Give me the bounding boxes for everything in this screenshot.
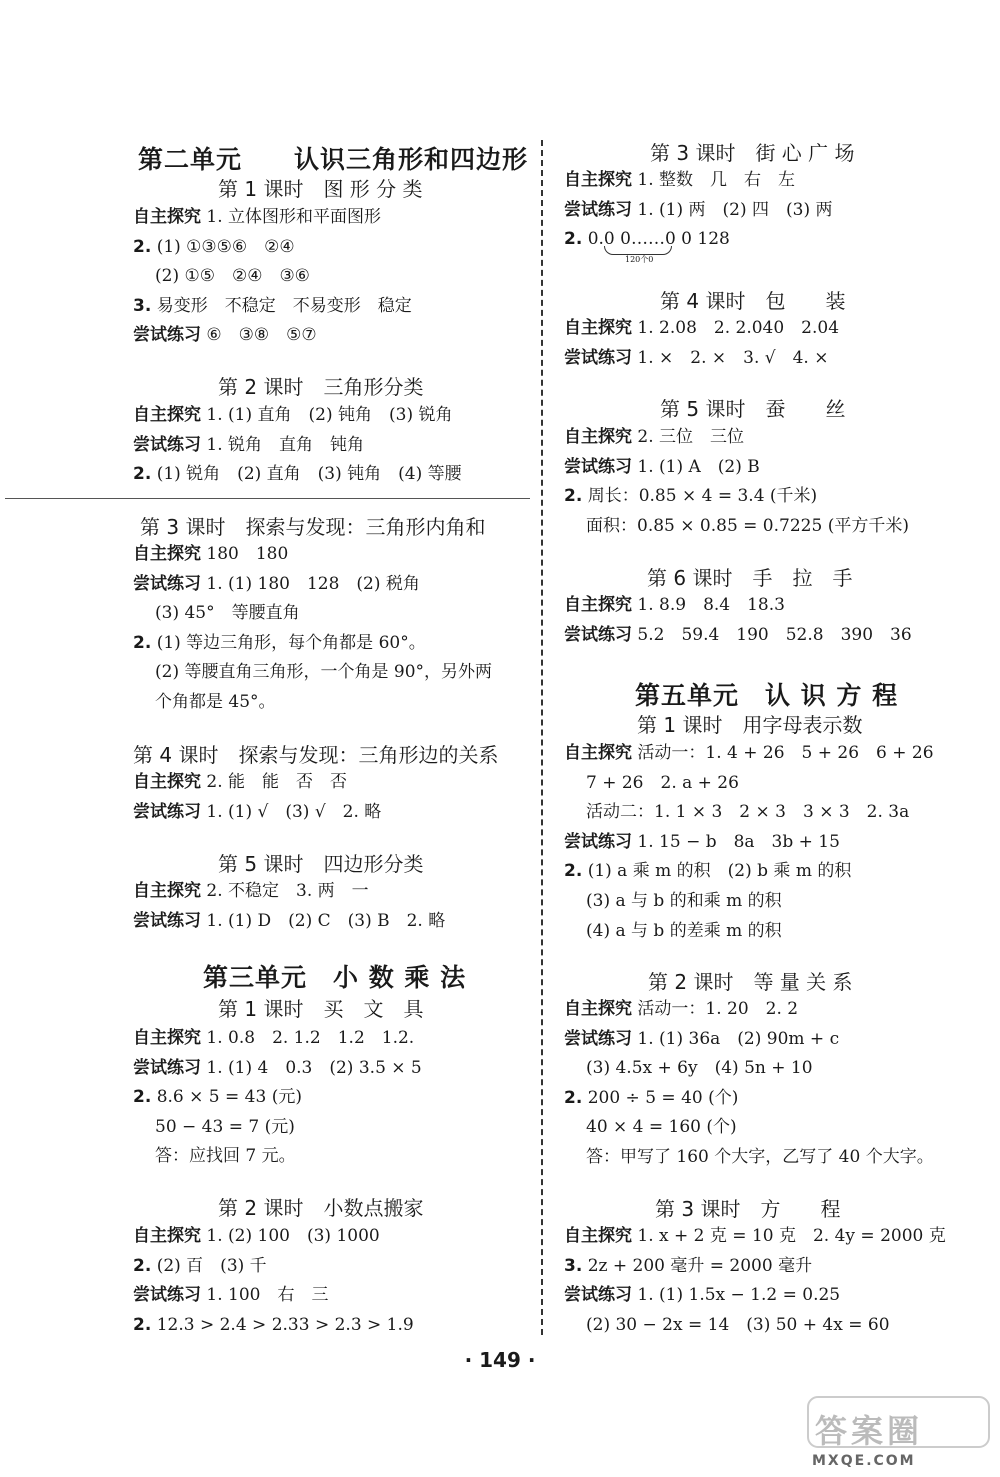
unit-2-title: 第二单元 认识三角形和四边形 bbox=[138, 145, 529, 174]
answer-text: 1. (1) A (2) B bbox=[632, 456, 760, 477]
answer-line bbox=[133, 294, 412, 318]
unit-3-title: 第三单元 小 数 乘 法 bbox=[203, 963, 467, 992]
answer-label: 尝试练习 bbox=[564, 831, 632, 852]
lesson-title: 第 3 课时 方 程 bbox=[655, 1197, 841, 1221]
answer-line bbox=[133, 909, 445, 933]
answer-label: 2. bbox=[564, 1087, 583, 1108]
page-number: · 149 · bbox=[464, 1348, 536, 1372]
answer-label: 尝试练习 bbox=[133, 1285, 201, 1306]
answer-line bbox=[155, 1144, 296, 1168]
answer-line bbox=[586, 514, 909, 538]
answer-text: 1. (1) 4 0.3 (2) 3.5 × 5 bbox=[201, 1057, 422, 1078]
answer-line bbox=[133, 1056, 422, 1080]
answer-line bbox=[133, 631, 426, 655]
unit-5-title: 第五单元 认 识 方 程 bbox=[635, 681, 899, 710]
answer-label: 3. bbox=[564, 1255, 583, 1276]
answer-line bbox=[564, 593, 785, 617]
answer-line bbox=[564, 1086, 738, 1110]
answer-text: 5.2 59.4 190 52.8 390 36 bbox=[632, 624, 912, 645]
answer-text: 个角都是 45°。 bbox=[155, 692, 276, 712]
answer-line bbox=[133, 1283, 328, 1307]
horizontal-rule bbox=[5, 498, 530, 499]
answer-line bbox=[155, 264, 310, 288]
answer-text: 1. x + 2 克 = 10 克 2. 4y = 2000 克 bbox=[632, 1226, 946, 1246]
lesson-title: 第 5 课时 蚕 丝 bbox=[660, 397, 846, 421]
answer-text: (3) 45° 等腰直角 bbox=[155, 603, 300, 624]
answer-label: 2. bbox=[564, 861, 583, 882]
lesson-title: 第 2 课时 小数点搬家 bbox=[218, 1196, 424, 1220]
answer-text: 1. 8.9 8.4 18.3 bbox=[632, 595, 785, 615]
answer-line bbox=[586, 800, 909, 824]
answer-text: (2) 百 (3) 千 bbox=[151, 1255, 267, 1276]
answer-line bbox=[564, 316, 839, 340]
answer-line bbox=[133, 1254, 267, 1278]
answer-line bbox=[155, 601, 300, 625]
answer-text: (2) ①⑤ ②④ ③⑥ bbox=[155, 266, 310, 287]
answer-label: 自主探究 bbox=[564, 999, 632, 1019]
lesson-title: 第 5 课时 四边形分类 bbox=[218, 852, 424, 876]
answer-text: 1. 0.8 2. 1.2 1.2 1.2. bbox=[201, 1028, 415, 1048]
answer-line bbox=[155, 690, 276, 714]
answer-line bbox=[133, 1085, 302, 1109]
answer-text: (3) 4.5x + 6y (4) 5n + 10 bbox=[586, 1058, 813, 1079]
answer-text: 1. 锐角 直角 钝角 bbox=[201, 434, 365, 455]
answer-line bbox=[155, 1115, 295, 1139]
answer-text: (1) a 乘 m 的积 (2) b 乘 m 的积 bbox=[582, 861, 852, 882]
answer-text: 2. 三位 三位 bbox=[632, 427, 745, 447]
answer-line bbox=[133, 323, 317, 347]
answer-line bbox=[133, 205, 381, 229]
answer-line bbox=[564, 859, 851, 883]
answer-line bbox=[133, 433, 364, 457]
answer-line bbox=[564, 484, 817, 508]
answer-label: 自主探究 bbox=[133, 881, 201, 901]
answer-text: 7 + 26 2. a + 26 bbox=[586, 772, 739, 793]
lesson-title: 第 4 课时 包 装 bbox=[660, 289, 846, 313]
answer-text: 1. (1) D (2) C (3) B 2. 略 bbox=[201, 910, 446, 931]
answer-line bbox=[586, 1115, 737, 1139]
lesson-title: 第 1 课时 用字母表示数 bbox=[637, 713, 863, 737]
answer-line bbox=[133, 1313, 414, 1337]
lesson-title: 第 2 课时 三角形分类 bbox=[218, 375, 424, 399]
answer-line bbox=[133, 403, 452, 427]
answer-label: 2. bbox=[133, 1255, 152, 1276]
answer-text: 1. (2) 100 (3) 1000 bbox=[201, 1226, 380, 1246]
answer-label: 尝试练习 bbox=[133, 434, 201, 455]
answer-label: 2. bbox=[133, 236, 152, 257]
answer-line bbox=[564, 1224, 946, 1248]
answer-line bbox=[564, 227, 730, 251]
answer-line bbox=[564, 997, 798, 1021]
lesson-title: 第 3 课时 街 心 广 场 bbox=[650, 141, 855, 165]
answer-text: (2) 30 − 2x = 14 (3) 50 + 4x = 60 bbox=[586, 1314, 890, 1335]
answer-text: 50 − 43 = 7 (元) bbox=[155, 1116, 295, 1137]
lesson-title: 第 2 课时 等 量 关 系 bbox=[648, 970, 853, 994]
lesson-title: 第 1 课时 买 文 具 bbox=[218, 997, 424, 1021]
answer-line bbox=[133, 1026, 414, 1050]
answer-line bbox=[564, 1283, 840, 1307]
answer-text: 2z + 200 毫升 = 2000 毫升 bbox=[582, 1255, 813, 1276]
answer-label: 2. bbox=[133, 632, 152, 653]
answer-text: 活动一：1. 4 + 26 5 + 26 6 + 26 bbox=[632, 743, 934, 763]
answer-text: 易变形 不稳定 不易变形 稳定 bbox=[151, 295, 412, 316]
answer-label: 尝试练习 bbox=[564, 624, 632, 645]
answer-label: 2. bbox=[564, 229, 583, 250]
answer-label: 2. bbox=[133, 1087, 152, 1108]
answer-line bbox=[564, 425, 744, 449]
answer-line bbox=[564, 1254, 812, 1278]
answer-text: 8.6 × 5 = 43 (元) bbox=[151, 1087, 302, 1108]
answer-text: 2. 能 能 否 否 bbox=[201, 772, 348, 792]
watermark-title: 答案圈 bbox=[815, 1412, 924, 1450]
answer-label: 2. bbox=[133, 464, 152, 485]
answer-label: 2. bbox=[133, 1314, 152, 1335]
answer-line bbox=[586, 1056, 813, 1080]
answer-label: 自主探究 bbox=[133, 544, 201, 564]
answer-text: ⑥ ③⑧ ⑤⑦ bbox=[201, 325, 317, 346]
answer-line bbox=[586, 1145, 934, 1169]
answer-text: (1) 等边三角形，每个角都是 60°。 bbox=[151, 632, 426, 653]
answer-line bbox=[133, 542, 288, 566]
answer-text: 1. 100 右 三 bbox=[201, 1285, 329, 1306]
answer-text: 1. (1) 直角 (2) 钝角 (3) 锐角 bbox=[201, 405, 453, 425]
answer-line bbox=[564, 198, 832, 222]
answer-line bbox=[586, 771, 739, 795]
answer-label: 自主探究 bbox=[133, 1028, 201, 1048]
answer-line bbox=[133, 770, 347, 794]
answer-text: 2. 不稳定 3. 两 一 bbox=[201, 881, 369, 901]
answer-line bbox=[564, 623, 912, 647]
answer-text: 200 ÷ 5 = 40 (个) bbox=[582, 1087, 739, 1108]
lesson-title: 第 1 课时 图 形 分 类 bbox=[218, 177, 423, 201]
answer-label: 自主探究 bbox=[564, 318, 632, 338]
answer-text: 1. (1) 1.5x − 1.2 = 0.25 bbox=[632, 1285, 841, 1306]
answer-text: 面积：0.85 × 0.85 = 0.7225 (平方千米) bbox=[586, 515, 909, 536]
answer-line bbox=[133, 1224, 380, 1248]
answer-text: 1. (1) 180 128 (2) 税角 bbox=[201, 573, 420, 594]
answer-text: (3) a 与 b 的和乘 m 的积 bbox=[586, 891, 782, 911]
answer-label: 尝试练习 bbox=[133, 910, 201, 931]
answer-label: 自主探究 bbox=[133, 405, 201, 425]
answer-text: (1) ①③⑤⑥ ②④ bbox=[151, 236, 295, 257]
answer-text: 活动二：1. 1 × 3 2 × 3 3 × 3 2. 3a bbox=[586, 802, 910, 823]
answer-label: 自主探究 bbox=[564, 427, 632, 447]
answer-label: 尝试练习 bbox=[564, 1028, 632, 1049]
answer-text: 周长：0.85 × 4 = 3.4 (千米) bbox=[582, 486, 818, 507]
answer-label: 自主探究 bbox=[133, 772, 201, 792]
answer-line bbox=[133, 800, 381, 824]
answer-label: 自主探究 bbox=[564, 595, 632, 615]
answer-label: 尝试练习 bbox=[564, 1285, 632, 1306]
answer-line bbox=[586, 889, 782, 913]
answer-text: 1. 15 − b 8a 3b + 15 bbox=[632, 831, 840, 852]
answer-line bbox=[564, 1027, 839, 1051]
answer-text: (2) 等腰直角三角形，一个角是 90°，另外两 bbox=[155, 662, 493, 683]
answer-text: 1. 立体图形和平面图形 bbox=[201, 207, 382, 227]
answer-line bbox=[564, 830, 840, 854]
lesson-title: 第 3 课时 探索与发现：三角形内角和 bbox=[140, 515, 486, 539]
answer-text: (1) 锐角 (2) 直角 (3) 钝角 (4) 等腰 bbox=[151, 464, 462, 485]
answer-text: 1. × 2. × 3. √ 4. × bbox=[632, 347, 829, 368]
answer-label: 3. bbox=[133, 295, 152, 316]
answer-label: 自主探究 bbox=[133, 207, 201, 227]
answer-text: (4) a 与 b 的差乘 m 的积 bbox=[586, 920, 782, 941]
answer-text: 答：应找回 7 元。 bbox=[155, 1146, 296, 1167]
answer-line bbox=[155, 660, 492, 684]
answer-label: 尝试练习 bbox=[133, 1057, 201, 1078]
answer-text: 0.0 0……0 0 128 bbox=[582, 229, 730, 250]
answer-text: 40 × 4 = 160 (个) bbox=[586, 1117, 737, 1138]
answer-label: 自主探究 bbox=[564, 1226, 632, 1246]
answer-label: 尝试练习 bbox=[133, 573, 201, 594]
answer-text: 1. (1) 两 (2) 四 (3) 两 bbox=[632, 199, 833, 220]
answer-label: 尝试练习 bbox=[133, 325, 201, 346]
answer-text: 1. 2.08 2. 2.040 2.04 bbox=[632, 318, 840, 338]
brace-label: 120个0 bbox=[625, 255, 654, 264]
answer-line bbox=[564, 741, 934, 765]
answer-label: 尝试练习 bbox=[564, 347, 632, 368]
answer-label: 尝试练习 bbox=[564, 199, 632, 220]
answer-text: 1. (1) 36a (2) 90m + c bbox=[632, 1028, 840, 1049]
answer-line bbox=[564, 168, 795, 192]
answer-line bbox=[133, 462, 462, 486]
watermark-url: MXQE.COM bbox=[812, 1453, 916, 1469]
answer-label: 自主探究 bbox=[133, 1226, 201, 1246]
answer-line bbox=[133, 879, 369, 903]
answer-label: 自主探究 bbox=[564, 743, 632, 763]
answer-text: 180 180 bbox=[201, 544, 289, 564]
answer-label: 尝试练习 bbox=[564, 456, 632, 477]
answer-text: 活动一：1. 20 2. 2 bbox=[632, 999, 799, 1019]
answer-label: 尝试练习 bbox=[133, 801, 201, 822]
answer-line bbox=[586, 919, 782, 943]
lesson-title: 第 4 课时 探索与发现：三角形边的关系 bbox=[133, 743, 499, 767]
answer-text: 12.3 > 2.4 > 2.33 > 2.3 > 1.9 bbox=[151, 1314, 414, 1335]
answer-label: 2. bbox=[564, 486, 583, 507]
answer-line bbox=[586, 1313, 890, 1337]
answer-text: 1. 整数 几 右 左 bbox=[632, 170, 796, 190]
column-divider bbox=[541, 140, 543, 1335]
answer-text: 答：甲写了 160 个大字，乙写了 40 个大字。 bbox=[586, 1147, 934, 1167]
lesson-title: 第 6 课时 手 拉 手 bbox=[647, 566, 853, 590]
answer-line bbox=[564, 455, 760, 479]
answer-line bbox=[133, 572, 420, 596]
answer-line bbox=[133, 235, 295, 259]
answer-text: 1. (1) √ (3) √ 2. 略 bbox=[201, 801, 382, 822]
answer-line bbox=[564, 346, 828, 370]
answer-label: 自主探究 bbox=[564, 170, 632, 190]
